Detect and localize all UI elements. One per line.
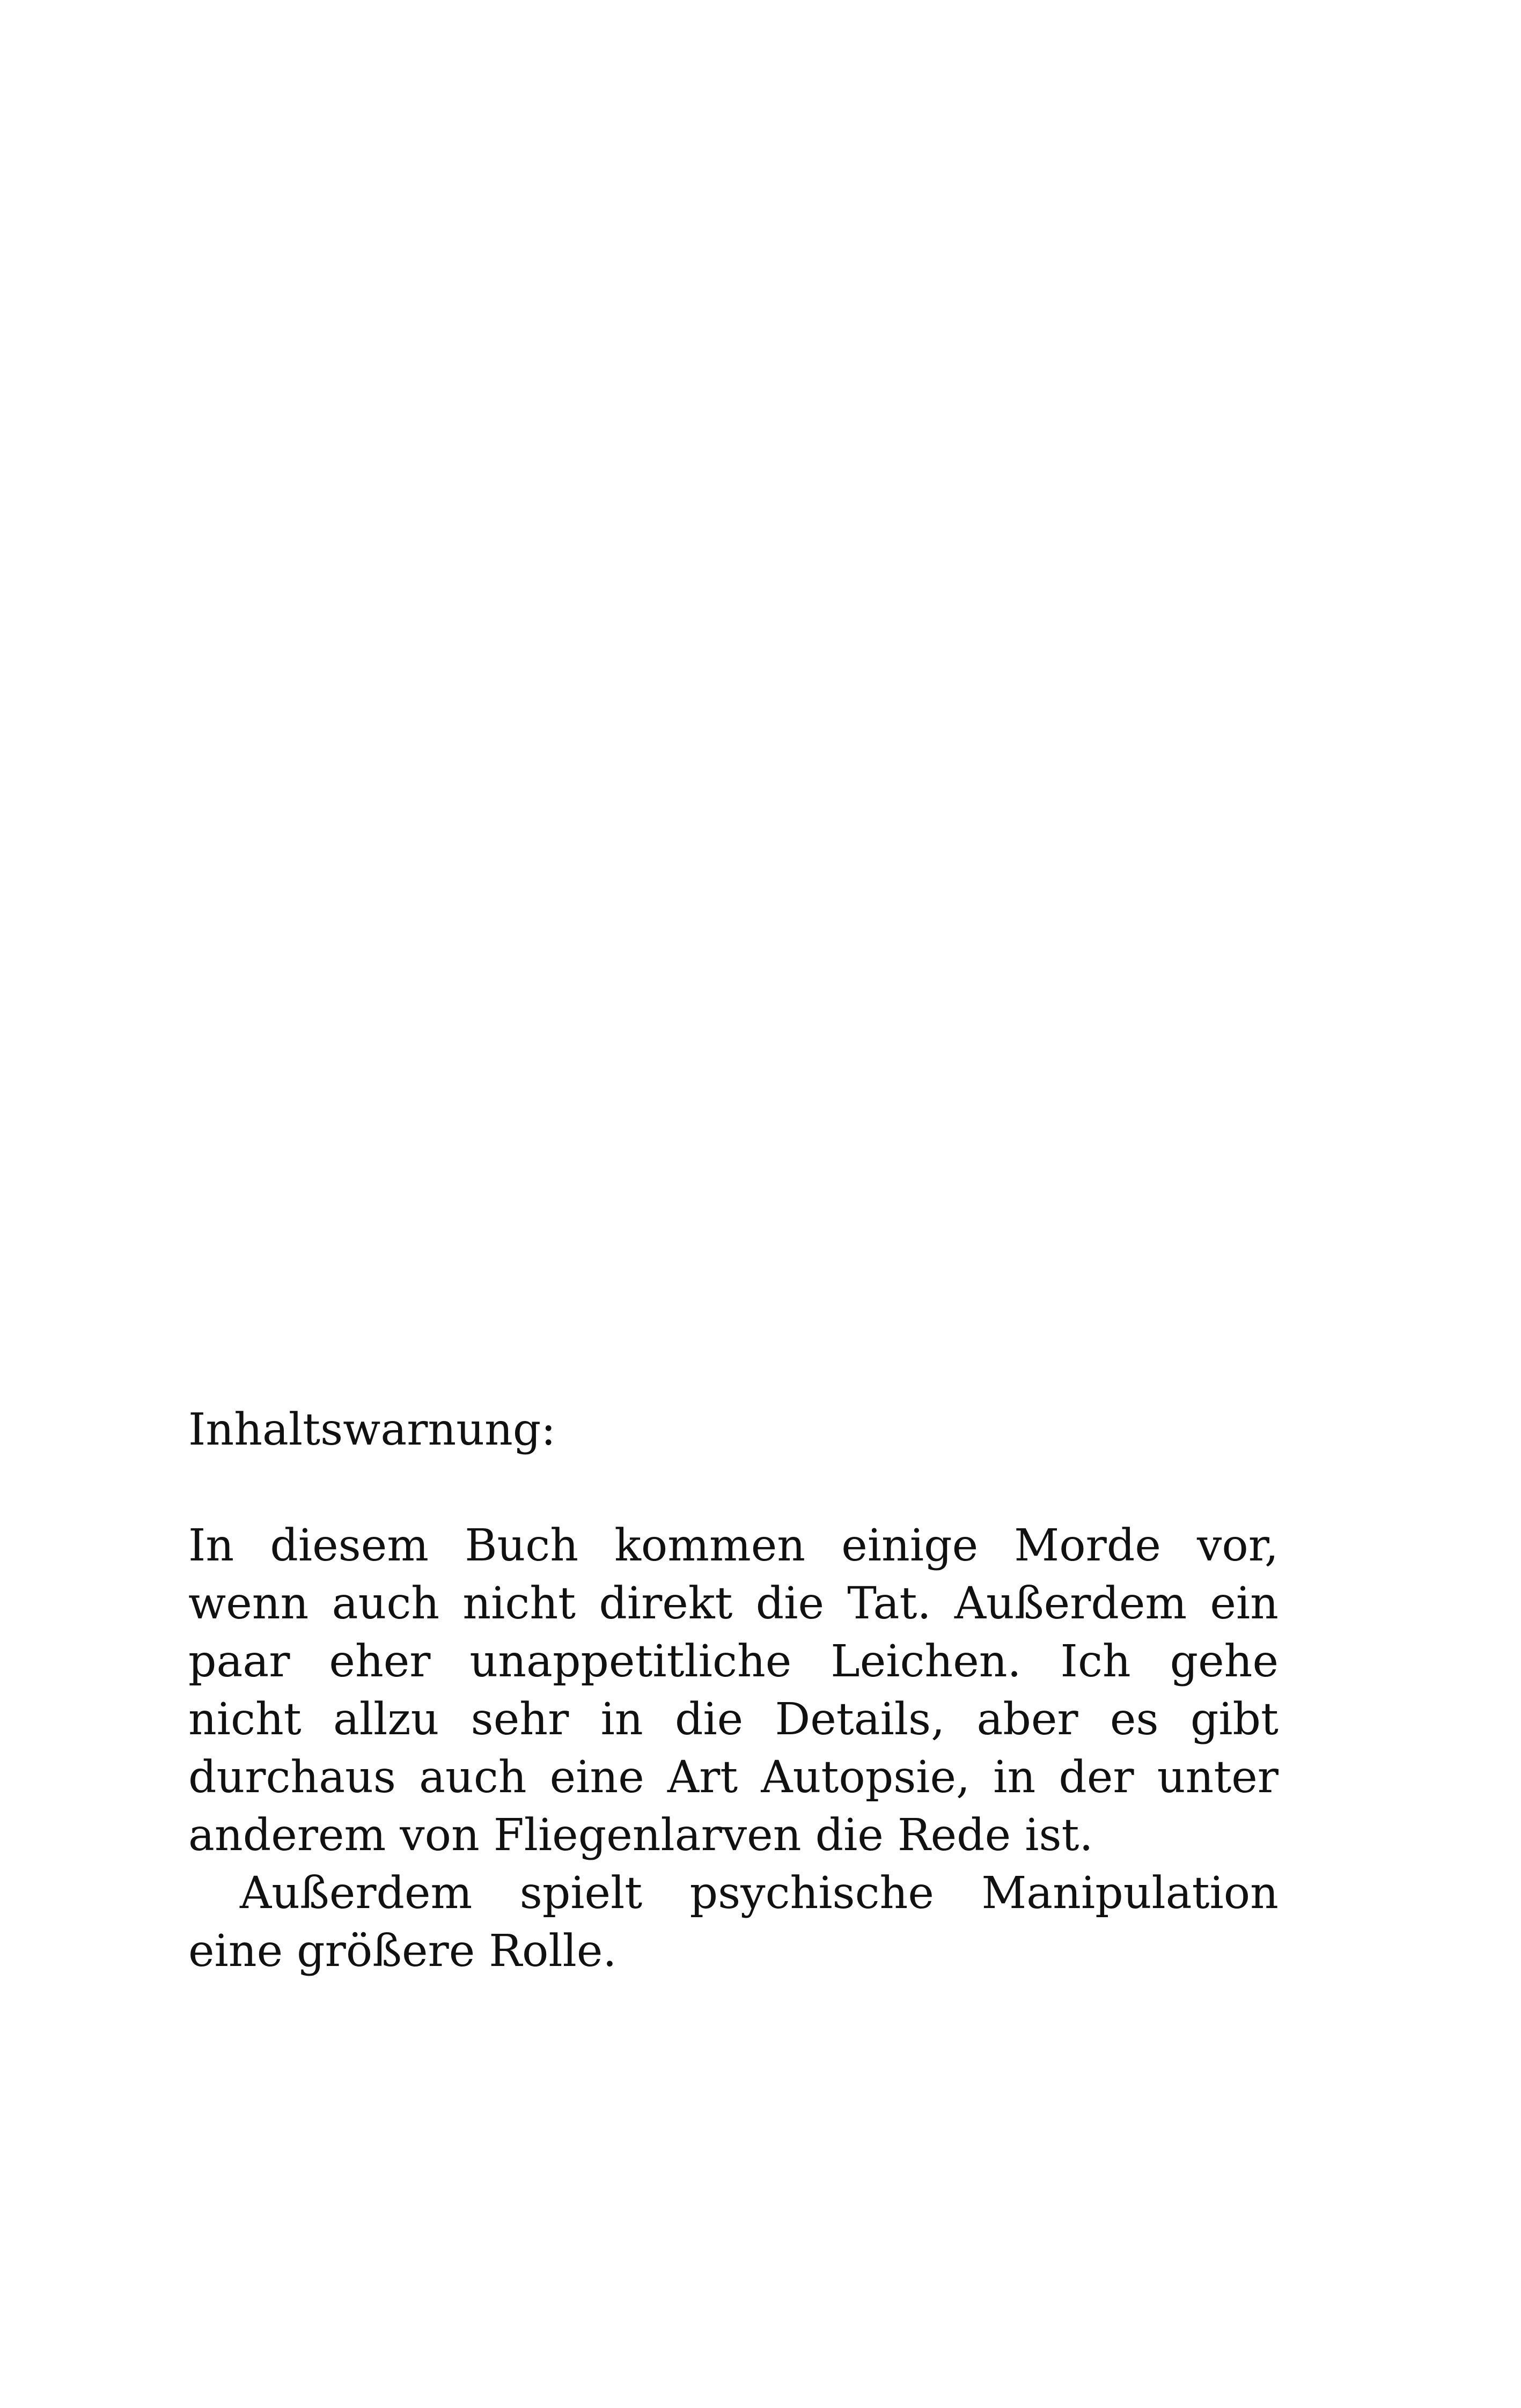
content-warning-block	[188, 1401, 1278, 1980]
blank-line	[188, 1459, 1278, 1517]
content-warning-heading: Inhaltswarnung:	[188, 1404, 556, 1455]
paragraph-2: Außerdem spielt psychische Manipulation eine größere Rolle.	[188, 1868, 1278, 1977]
paragraph-1: In diesem Buch kommen einige Morde vor, wenn auch nicht direkt die Tat. Außerdem ein paar eher unappetitliche Leichen. Ich gehe nicht allzu sehr in die Details, aber es gibt durchaus auch eine Art Autopsie, in der unter anderem von Fliegenlarven die Rede ist.	[188, 1520, 1278, 1861]
